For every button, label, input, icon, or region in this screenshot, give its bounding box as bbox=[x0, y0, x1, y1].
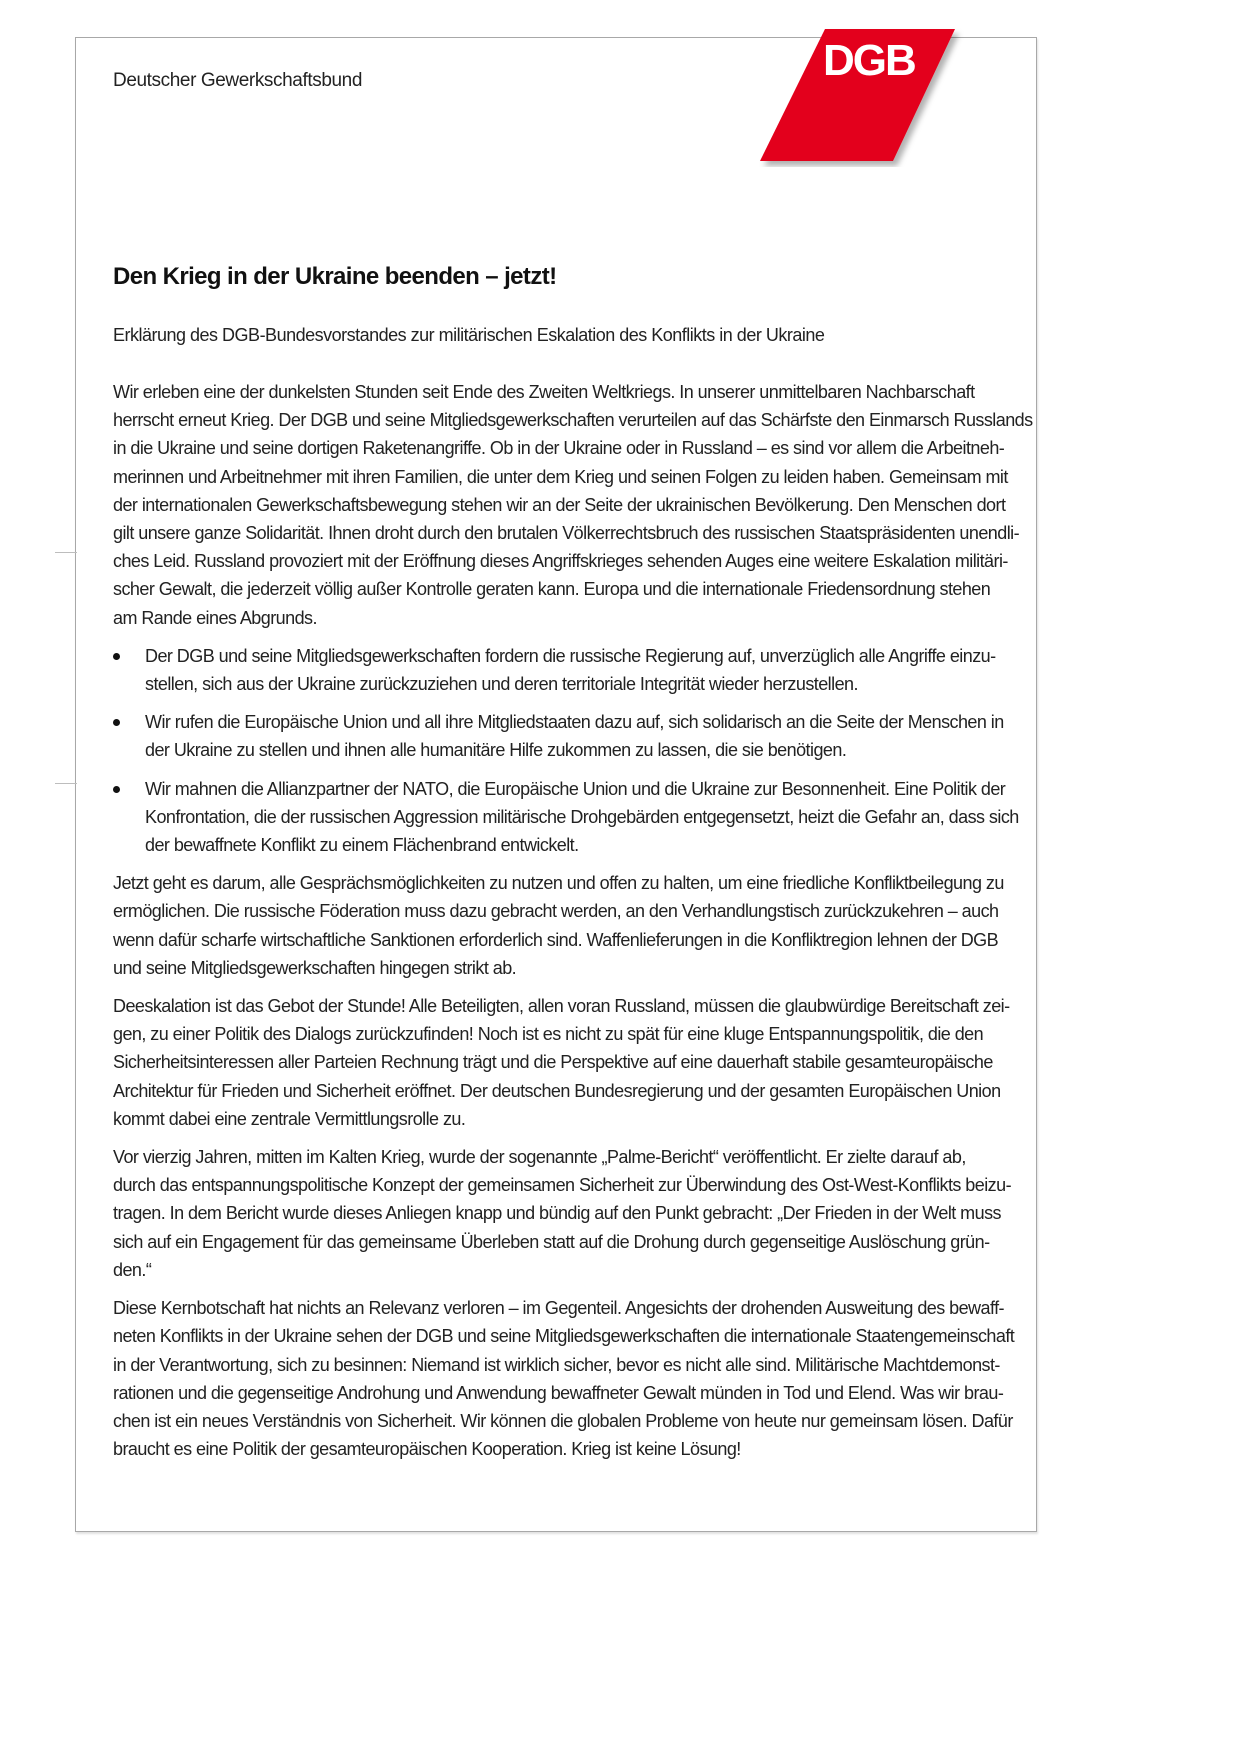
text-line: in der Verantwortung, sich zu besinnen: Niemand ist wirklich sicher, bevor es nicht alle sind. Militärische Machtdemonst- bbox=[113, 1354, 1000, 1375]
text-line: gen, zu einer Politik des Dialogs zurückzufinden! Noch ist es nicht zu spät für eine kluge Entspannungspolitik, die den bbox=[113, 1024, 984, 1045]
text-line: am Rande eines Abgrunds. bbox=[113, 607, 317, 628]
text-line: in die Ukraine und seine dortigen Raketenangriffe. Ob in der Ukraine oder in Russland – es sind vor allem die Arbeitneh- bbox=[113, 438, 1005, 459]
text-line: Wir erleben eine der dunkelsten Stunden seit Ende des Zweiten Weltkriegs. In unserer unmittelbaren Nachbarschaft bbox=[113, 382, 975, 402]
text-line: herrscht erneut Krieg. Der DGB und seine Mitgliedsgewerkschaften verurteilen auf das Schärfste den Einmarsch Russlands bbox=[113, 410, 1033, 431]
text-line: chen ist ein neues Verständnis von Sicherheit. Wir können die globalen Probleme von heute nur gemeinsam lösen. Dafür bbox=[113, 1410, 1013, 1431]
text-line: rationen und die gegenseitige Androhung und Anwendung bewaffneter Gewalt münden in Tod und Elend. Was wir brau- bbox=[113, 1382, 1004, 1403]
list-item bbox=[113, 642, 1023, 698]
text-line: Deeskalation ist das Gebot der Stunde! Alle Beteiligten, allen voran Russland, müssen die glaubwürdige Bereitschaft zei- bbox=[113, 996, 1010, 1017]
text-line: Wir rufen die Europäische Union und all ihre Mitgliedstaaten dazu auf, sich solidarisch an die Seite der Menschen in bbox=[145, 712, 1004, 733]
paragraph-deescalation bbox=[113, 992, 1023, 1133]
text-line: der internationalen Gewerkschaftsbewegung stehen wir an der Seite der ukrainischen Bevölkerung. Den Menschen dort bbox=[113, 494, 1006, 515]
text-line: braucht es eine Politik der gesamteuropäischen Kooperation. Krieg ist keine Lösung! bbox=[113, 1439, 741, 1460]
list-item bbox=[113, 708, 1023, 764]
text-line: Architektur für Frieden und Sicherheit eröffnet. Der deutschen Bundesregierung und der gesamten Europäischen Union bbox=[113, 1080, 1001, 1101]
dgb-logo bbox=[755, 27, 965, 167]
fold-mark bbox=[55, 552, 77, 553]
punch-mark bbox=[55, 783, 77, 784]
text-line: ermöglichen. Die russische Föderation muss dazu gebracht werden, an den Verhandlungstisch zurückzukehren – auch bbox=[113, 901, 999, 922]
text-line: Konfrontation, die der russischen Aggression militärische Drohgebärden entgegensetzt, heizt die Gefahr an, dass sich bbox=[145, 806, 1019, 827]
text-line: scher Gewalt, die jederzeit völlig außer Kontrolle geraten kann. Europa und die internationale Friedensordnung stehen bbox=[113, 579, 991, 600]
text-line: tragen. In dem Bericht wurde dieses Anliegen knapp und bündig auf den Punkt gebracht: „Der Frieden in der Welt muss bbox=[113, 1203, 1001, 1224]
text-line: der Ukraine zu stellen und ihnen alle humanitäre Hilfe zukommen zu lassen, die sie benötigen. bbox=[145, 740, 847, 761]
text-line: Diese Kernbotschaft hat nichts an Relevanz verloren – im Gegenteil. Angesichts der drohenden Ausweitung des bewaff- bbox=[113, 1298, 1004, 1319]
bullet-icon bbox=[113, 786, 120, 793]
bullet-icon bbox=[113, 719, 120, 726]
text-line: stellen, sich aus der Ukraine zurückzuziehen und deren territoriale Integrität wieder herzustellen. bbox=[145, 674, 858, 695]
paragraph-conclusion bbox=[113, 1294, 1023, 1463]
organization-name: Deutscher Gewerkschaftsbund bbox=[113, 70, 362, 91]
paragraph-palme-report bbox=[113, 1143, 1023, 1284]
demands-list bbox=[113, 642, 1023, 859]
text-line: Wir mahnen die Allianzpartner der NATO, die Europäische Union und die Ukraine zur Besonnenheit. Eine Politik der bbox=[145, 778, 1006, 799]
text-line: Jetzt geht es darum, alle Gesprächsmöglichkeiten zu nutzen und offen zu halten, um eine friedliche Konfliktbeilegung zu bbox=[113, 873, 1004, 894]
text-line: gilt unsere ganze Solidarität. Ihnen droht durch den brutalen Völkerrechtsbruch des russischen Staatspräsidenten unendli- bbox=[113, 523, 1020, 544]
text-line: der bewaffnete Konflikt zu einem Flächenbrand entwickelt. bbox=[145, 835, 579, 856]
text-line: neten Konflikts in der Ukraine sehen der DGB und seine Mitgliedsgewerkschaften die internationale Staatengemeinschaft bbox=[113, 1326, 1015, 1347]
text-line: durch das entspannungspolitische Konzept der gemeinsamen Sicherheit zur Überwindung des Ost-West-Konflikts beizu- bbox=[113, 1175, 1012, 1196]
paragraph-intro bbox=[113, 378, 1033, 632]
document-body bbox=[113, 378, 1033, 1473]
text-line: und seine Mitgliedsgewerkschaften hingegen strikt ab. bbox=[113, 957, 517, 978]
paragraph-dialogue bbox=[113, 869, 1023, 982]
logo-text: DGB bbox=[823, 36, 915, 85]
text-line: kommt dabei eine zentrale Vermittlungsrolle zu. bbox=[113, 1108, 466, 1129]
text-line: Vor vierzig Jahren, mitten im Kalten Krieg, wurde der sogenannte „Palme-Bericht“ veröffentlicht. Er zielte darauf ab, bbox=[113, 1147, 966, 1168]
text-line: Der DGB und seine Mitgliedsgewerkschaften fordern die russische Regierung auf, unverzüglich alle Angriffe einzu- bbox=[145, 645, 996, 666]
list-item bbox=[113, 775, 1023, 860]
text-line: wenn dafür scharfe wirtschaftliche Sanktionen erforderlich sind. Waffenlieferungen in die Konfliktregion lehnen der DGB bbox=[113, 929, 999, 950]
bullet-icon bbox=[113, 653, 120, 660]
document-subtitle: Erklärung des DGB-Bundesvorstandes zur militärischen Eskalation des Konflikts in der Ukraine bbox=[113, 325, 825, 345]
text-line: den.“ bbox=[113, 1259, 152, 1280]
text-line: merinnen und Arbeitnehmer mit ihren Familien, die unter dem Krieg und seinen Folgen zu leiden haben. Gemeinsam mit bbox=[113, 466, 1008, 487]
text-line: ches Leid. Russland provoziert mit der Eröffnung dieses Angriffskrieges sehenden Auges eine weitere Eskalation militäri- bbox=[113, 551, 1008, 572]
text-line: Sicherheitsinteressen aller Parteien Rechnung trägt und die Perspektive auf eine dauerhaft stabile gesamteuropäische bbox=[113, 1052, 993, 1073]
document-title: Den Krieg in der Ukraine beenden – jetzt! bbox=[113, 263, 557, 290]
text-line: sich auf ein Engagement für das gemeinsame Überleben statt auf die Drohung durch gegenseitige Auslöschung grün- bbox=[113, 1231, 990, 1252]
